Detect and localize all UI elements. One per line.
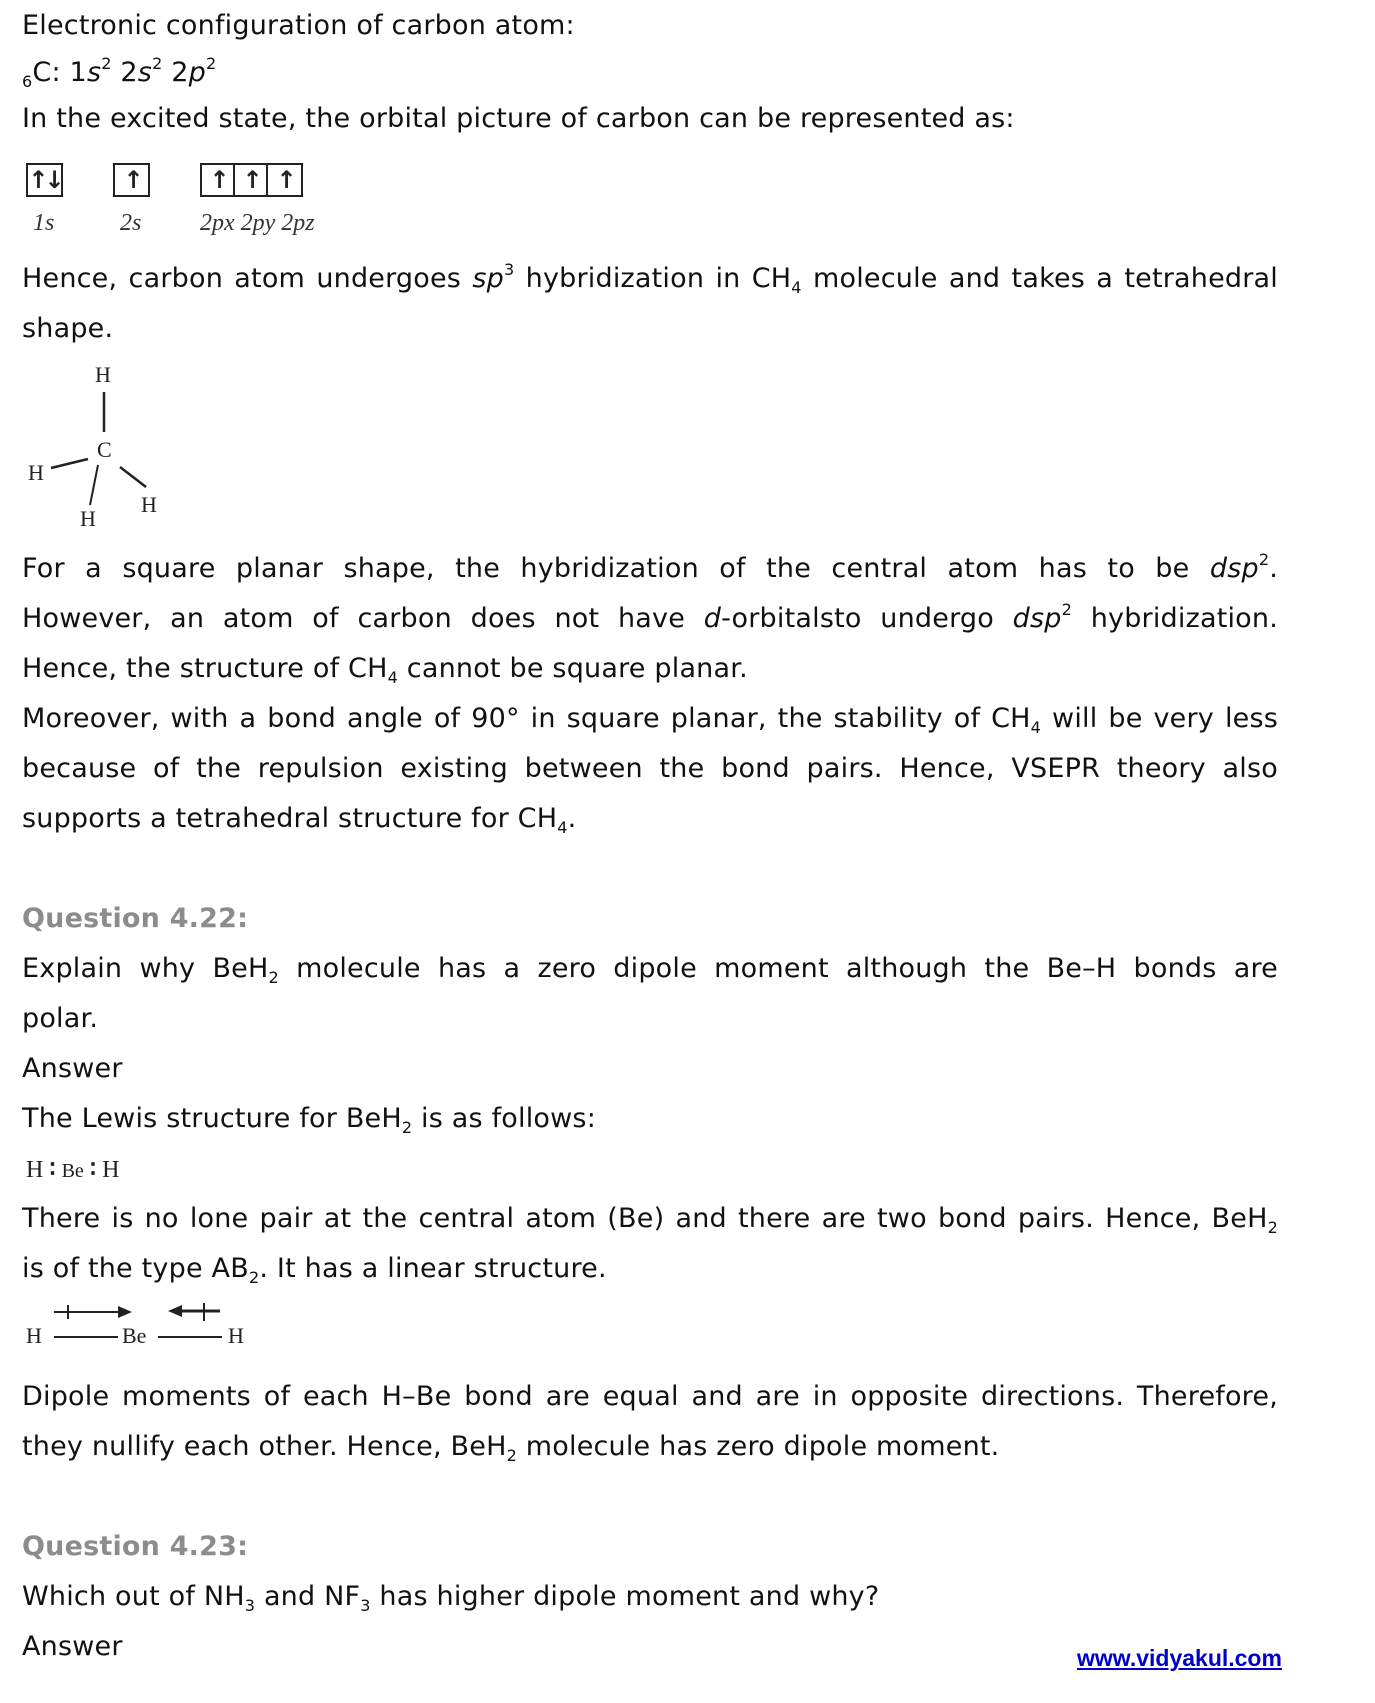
lewis-intro	[22, 1102, 596, 1136]
term-electrons: 2	[152, 54, 163, 73]
subscript: 2	[506, 1446, 517, 1465]
question-4-22-title: Question 4.22:	[22, 903, 249, 934]
orbital-cell: ↑	[276, 166, 293, 194]
text: . It has a linear structure.	[259, 1253, 607, 1284]
subscript: 4	[387, 668, 399, 687]
element-symbol: C	[32, 57, 52, 88]
square-planar-line4	[22, 702, 1278, 736]
orbital-label-2s: 2s	[120, 210, 142, 236]
subscript: 2	[401, 1118, 413, 1137]
ch4-bonds-icon	[20, 355, 220, 525]
text: .	[1269, 553, 1278, 584]
term-orbital: s	[137, 57, 153, 88]
atom-c-center: C	[97, 437, 112, 462]
square-planar-line6	[22, 802, 576, 836]
text: hybridization in CH	[514, 263, 792, 294]
separator: :	[51, 57, 70, 88]
text: is as follows:	[412, 1103, 596, 1134]
text: and NF	[255, 1581, 361, 1612]
atom-h-top: H	[95, 362, 111, 387]
text: Hence, the structure of CH	[22, 653, 388, 684]
dsp-text: dsp	[1012, 603, 1062, 634]
text: Which out of NH	[22, 1581, 245, 1612]
intro-text: Electronic configuration of carbon atom:	[22, 10, 575, 41]
text: cannot be square planar.	[398, 653, 748, 684]
term-electrons: 2	[206, 54, 217, 73]
subscript: 3	[244, 1596, 256, 1615]
atom-be-center: Be	[122, 1323, 147, 1348]
lone-pair-line2	[22, 1252, 607, 1286]
orbital-label-1s: 1s	[33, 210, 55, 236]
electron-pair-icon: ∶	[89, 1157, 97, 1183]
orbital-cell: ↑↓	[28, 166, 61, 194]
square-planar-line2	[22, 602, 1278, 636]
atom-be: Be	[61, 1160, 84, 1182]
orbital-box-1s	[26, 163, 63, 197]
term-n: 2	[120, 57, 138, 88]
text: For a square planar shape, the hybridization of the central atom has to be	[22, 553, 1210, 584]
atom-h-right: H	[141, 492, 157, 517]
orbital-box-2s	[113, 163, 150, 197]
text: Explain why BeH	[22, 953, 269, 984]
excited-state-text	[22, 102, 1015, 136]
lewis-structure-beh2	[26, 1155, 119, 1184]
d-text: d	[703, 603, 722, 634]
atom-h-right: H	[228, 1323, 244, 1348]
electron-configuration	[22, 56, 216, 90]
subscript: 4	[557, 818, 568, 837]
subscript: 3	[360, 1596, 371, 1615]
superscript: 2	[1258, 550, 1270, 569]
excited-state-sentence: In the excited state, the orbital picture of carbon can be represented as:	[22, 103, 1015, 134]
term-n: 1	[69, 57, 87, 88]
subscript: 4	[791, 278, 802, 297]
question-4-22-text-line2: polar.	[22, 1003, 99, 1034]
orbital-cell: ↑	[235, 165, 268, 195]
vidyakul-link[interactable]: www.vidyakul.com	[1077, 1645, 1282, 1671]
text: -orbitalsto undergo	[721, 603, 1013, 634]
text: However, an atom of carbon does not have	[22, 603, 704, 634]
subscript: 4	[1030, 718, 1042, 737]
atom-h: H	[102, 1157, 120, 1183]
superscript: 2	[1061, 600, 1072, 619]
question-4-22-text-line1	[22, 952, 1278, 986]
lone-pair-line1	[22, 1202, 1278, 1236]
dsp-text: dsp	[1209, 553, 1259, 584]
hybridization-paragraph-line2	[22, 312, 113, 346]
text: is of the type AB	[22, 1253, 249, 1284]
text: supports a tetrahedral structure for CH	[22, 803, 558, 834]
text: molecule and takes a tetrahedral	[801, 263, 1278, 294]
question-4-23-text	[22, 1580, 879, 1614]
text: Dipole moments of each H–Be bond are equal and are in opposite directions. Therefore,	[22, 1381, 1278, 1412]
orbital-cell: ↑	[202, 165, 235, 195]
term-orbital: s	[86, 57, 102, 88]
text: .	[567, 803, 577, 834]
orbital-label-2p: 2px 2py 2pz	[200, 210, 315, 236]
orbital-box-2p	[200, 163, 303, 197]
text: There is no lone pair at the central atom (Be) and there are two bond pairs. Hence, BeH	[22, 1203, 1268, 1234]
atom-h-left: H	[26, 1323, 42, 1348]
atom-h-left: H	[28, 460, 44, 485]
subscript: 2	[268, 968, 279, 987]
text: has higher dipole moment and why?	[370, 1581, 880, 1612]
square-planar-line5	[22, 752, 1278, 786]
superscript: 3	[503, 260, 515, 279]
intro-heading	[22, 9, 575, 43]
text: shape.	[22, 313, 114, 344]
text: hybridization.	[1072, 603, 1278, 634]
orbital-cell: ↑	[123, 166, 140, 194]
text: molecule has zero dipole moment.	[516, 1431, 1000, 1462]
electron-pair-icon: ∶	[49, 1157, 56, 1183]
subscript: 2	[1267, 1218, 1278, 1237]
term-orbital: p	[188, 57, 206, 88]
text: they nullify each other. Hence, BeH	[22, 1431, 507, 1462]
term-n: 2	[171, 57, 189, 88]
dipole-line1	[22, 1380, 1278, 1414]
text: The Lewis structure for BeH	[22, 1103, 402, 1134]
text: will be very less	[1041, 703, 1278, 734]
atomic-number: 6	[22, 72, 33, 91]
answer-label-4-23: Answer	[22, 1631, 123, 1662]
atom-h: H	[26, 1157, 44, 1183]
dipole-line2	[22, 1430, 999, 1464]
text: because of the repulsion existing between the bond pairs. Hence, VSEPR theory also	[22, 753, 1278, 784]
atom-h-bottom: H	[80, 506, 96, 531]
text: Moreover, with a bond angle of 90° in square planar, the stability of CH	[22, 703, 1031, 734]
sp-text: sp	[472, 263, 504, 294]
answer-label-4-22: Answer	[22, 1053, 123, 1084]
term-electrons: 2	[101, 54, 112, 73]
subscript: 2	[248, 1268, 260, 1287]
hybridization-paragraph-line1	[22, 262, 1278, 296]
text: molecule has a zero dipole moment although the Be–H bonds are	[278, 953, 1278, 984]
text: Hence, carbon atom undergoes	[22, 263, 473, 294]
square-planar-line3	[22, 652, 748, 686]
square-planar-line1	[22, 552, 1278, 586]
question-4-23-title: Question 4.23:	[22, 1531, 249, 1562]
